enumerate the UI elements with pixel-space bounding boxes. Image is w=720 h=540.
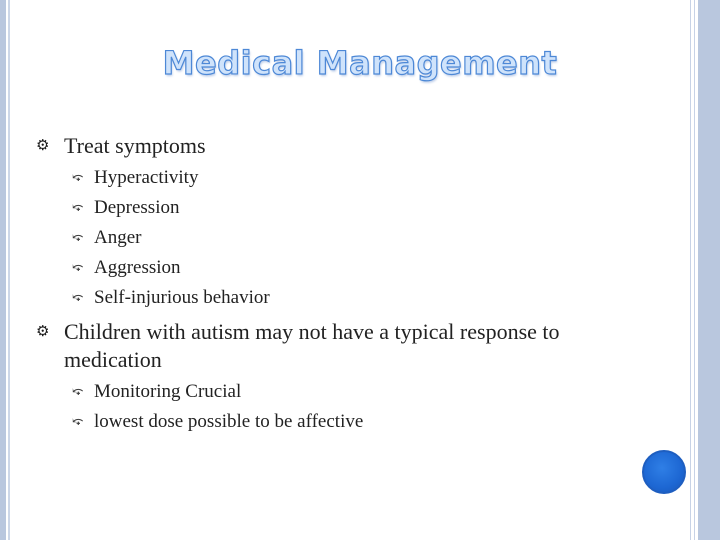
- sub-bullet-text: Self-injurious behavior: [94, 287, 270, 308]
- sub-bullet-item: [72, 377, 652, 407]
- bullet-text: Treat symptoms: [64, 133, 206, 158]
- sub-bullet-text: Anger: [94, 227, 142, 248]
- sub-bullet-text: Hyperactivity: [94, 167, 199, 188]
- sub-bullet-text: Depression: [94, 197, 180, 218]
- sub-bullet-text: lowest dose possible to be affective: [94, 411, 364, 432]
- sub-bullet-item: [72, 283, 652, 313]
- curve-arrow-icon: ⤽: [72, 170, 84, 185]
- blue-circle-icon: [642, 450, 686, 494]
- bullet-text: Children with autism may not have a typical response to medication: [64, 319, 560, 372]
- sub-bullet-item: [72, 163, 652, 193]
- bullet-autism-response: [36, 318, 636, 374]
- sub-bullet-item: [72, 253, 652, 283]
- gear-icon: ⚙: [36, 324, 50, 340]
- curve-arrow-icon: ⤽: [72, 230, 84, 245]
- curve-arrow-icon: ⤽: [72, 384, 84, 399]
- curve-arrow-icon: ⤽: [72, 290, 84, 305]
- sub-bullet-item: [72, 407, 652, 437]
- curve-arrow-icon: ⤽: [72, 414, 84, 429]
- sub-bullet-item: [72, 193, 652, 223]
- sub-bullet-item: [72, 223, 652, 253]
- sub-bullet-text: Monitoring Crucial: [94, 381, 242, 402]
- slide-title: Medical Management: [162, 44, 558, 82]
- curve-arrow-icon: ⤽: [72, 200, 84, 215]
- curve-arrow-icon: ⤽: [72, 260, 84, 275]
- sub-bullet-text: Aggression: [94, 257, 181, 278]
- gear-icon: ⚙: [36, 138, 50, 154]
- bullet-treat-symptoms: [36, 132, 636, 160]
